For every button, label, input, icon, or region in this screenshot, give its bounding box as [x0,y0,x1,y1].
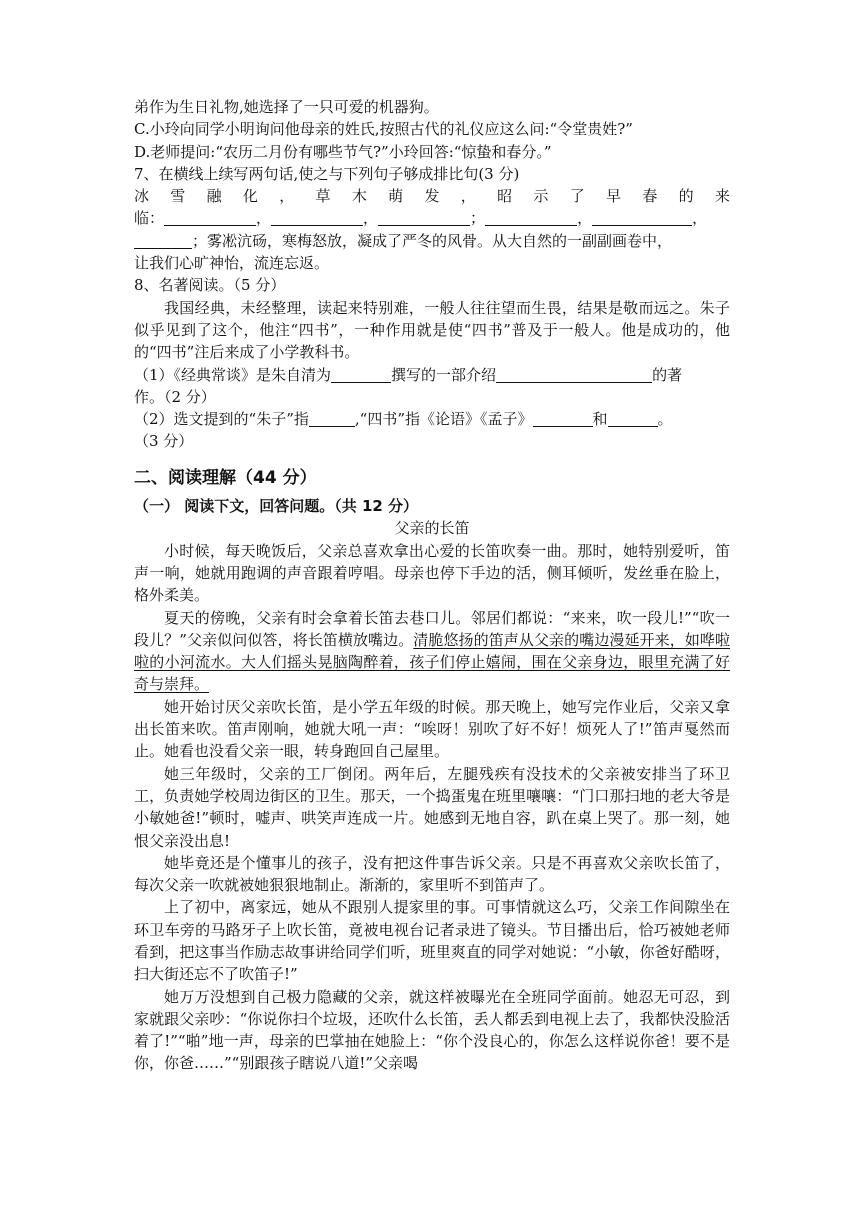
answer-blank[interactable] [608,410,658,427]
article-paragraph: 她万万没想到自己极力隐藏的父亲，就这样被曝光在全班同学面前。她忍无可忍，到家就跟父亲吵：“你说你扫个垃圾，还吹什么长笛，丢人都丢到电视上去了，我都快没脸活着了!”“啪”地一声，母亲的巴掌抽在她脸上：“你个没良心的，你怎么这样说你爸！要不是你，你爸……”“别跟孩子瞎说八道!”父亲喝 [134,987,730,1073]
q8-sub2-cont: （3 分） [134,432,194,451]
answer-blank[interactable] [533,410,593,427]
answer-blank[interactable] [485,209,577,226]
article-paragraph: 她开始讨厌父亲吹长笛，是小学五年级的时候。那天晚上，她写完作业后，父亲又拿出长笛来吹。笛声刚响，她就大吼一声：“唉呀！别吹了好不好！烦死人了!”笛声戛然而止。她看也没看父亲一眼，转身跑回自己屋里。 [134,697,730,761]
article-paragraph: 她毕竟还是个懂事儿的孩子，没有把这件事告诉父亲。只是不再喜欢父亲吹长笛了，每次父亲一吹就被她狠狠地制止。渐渐的，家里听不到笛声了。 [134,853,730,895]
answer-blank[interactable] [309,410,355,427]
article-title: 父亲的长笛 [394,519,470,538]
q6-option-c: C.小玲向同学小明询问他母亲的姓氏,按照古代的礼仪应这么问:“令堂贵姓?” [134,120,633,139]
answer-blank[interactable] [271,209,363,226]
article-paragraph: 小时候，每天晚饭后，父亲总喜欢拿出心爱的长笛吹奏一曲。那时，她特别爱听，笛声一响，她就用跑调的声音跟着哼唱。母亲也停下手边的活，侧耳倾听，发丝垂在脸上，格外柔美。 [134,541,730,605]
q7-line3: ；雾凇沆砀，寒梅怒放，凝成了严冬的风骨。从大自然的一副副画卷中， [134,230,730,252]
q6-option-d: D.老师提问:“农历二月份有哪些节气?”小玲回答:“惊蛰和春分。” [134,142,552,161]
q8-sub1: （1）《经典常谈》是朱自清为 撰写的一部介绍 的著 [134,365,683,384]
answer-blank[interactable] [592,209,692,226]
answer-blank[interactable] [331,366,391,383]
article-paragraph: 她三年级时，父亲的工厂倒闭。两年后，左腿残疾有没技术的父亲被安排当了环卫工，负责她学校周边街区的卫生。那天，一个捣蛋鬼在班里嚷嚷：“门口那扫地的老大爷是小敏她爸!”顿时，嘘声、哄笑声连成一片。她感到无地自容，趴在桌上哭了。那一刻，她恨父亲没出息! [134,764,730,850]
part-heading: （一） 阅读下文，回答问题。（共 12 分） [134,497,419,516]
article-paragraph: 夏天的傍晚，父亲有时会拿着长笛去巷口儿。邻居们都说：“来来，吹一段儿!”“吹一段儿？”父亲似问似答，将长笛横放嘴边。清脆悠扬的笛声从父亲的嘴边漫延开来，如哗啦啦的小河流水。大人们摇头晃脑陶醉着，孩子们停止嬉闹，围在父亲身边，眼里充满了好奇与崇拜。 [134,608,730,694]
q6-line-b-end: 弟作为生日礼物,她选择了一只可爱的机器狗。 [134,98,439,116]
q7-prompt: 7、在横线上续写两句话,使之与下列句子够成排比句(3 分) [134,164,520,183]
answer-blank[interactable] [164,209,256,226]
q8-sub1-cont: 作。（2 分） [134,387,216,406]
answer-blank[interactable] [496,366,652,383]
section-heading: 二、阅读理解（44 分） [134,467,317,488]
q7-line1: 冰 雪 融 化 ， 草 木 萌 发 ， 昭 示 了 早 春 的 来 [134,187,730,206]
underlined-sentence: 清脆悠扬的笛声从父亲的嘴边漫延开来，如哗啦啦的小河流水。大人们摇头晃脑陶醉着，孩子们停止嬉闹，围在父亲身边，眼里充满了好奇与崇拜。 [134,630,730,694]
q7-line2: 临： ， ， ； ， ， [134,209,708,228]
article-paragraph: 上了初中，离家远，她从不跟别人提家里的事。可事情就这么巧，父亲工作间隙坐在环卫车旁的马路牙子上吹长笛，竟被电视台记者录进了镜头。节目播出后，恰巧被她老师看到，把这事当作励志故事讲给同学们听，班里爽直的同学对她说：“小敏，你爸好酷呀，扫大街还忘不了吹笛子!” [134,898,730,984]
q8-prompt: 8、名著阅读。（5 分） [134,276,286,295]
q8-passage: 我国经典，未经整理，读起来特别难，一般人往往望而生畏，结果是敬而远之。朱子似乎见到了这个，他注“四书”，一种作用就是使“四书”普及于一般人。他是成功的，他的“四书”注后来成了小学教科书。 [134,298,730,362]
exam-page [134,96,730,1075]
answer-blank[interactable] [134,232,192,249]
q7-line4: 让我们心旷神怡，流连忘返。 [134,254,330,273]
q8-sub2: （2）选文提到的“朱子”指 ,“四书”指《论语》《孟子》 和 。 [134,410,673,429]
answer-blank[interactable] [378,209,470,226]
